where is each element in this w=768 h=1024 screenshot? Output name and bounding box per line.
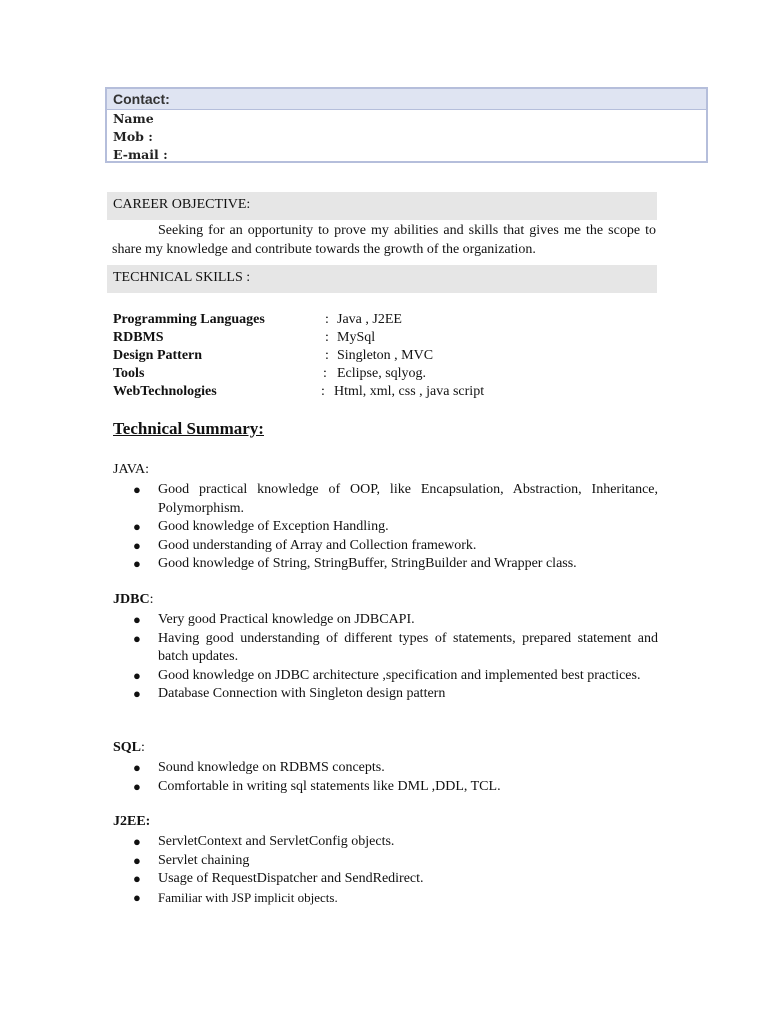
list-item-text: Good understanding of Array and Collection framework. — [158, 537, 477, 553]
bullet-icon: ● — [133, 778, 141, 794]
bullet-icon: ● — [133, 852, 141, 868]
j2ee-section — [113, 813, 658, 907]
career-objective-header: CAREER OBJECTIVE: — [107, 192, 657, 220]
skill-colon: : — [321, 384, 325, 399]
java-list — [113, 481, 658, 574]
jdbc-colon: : — [149, 592, 154, 607]
skill-row — [113, 383, 673, 401]
technical-summary-title: Technical Summary: — [113, 419, 264, 438]
bullet-icon: ● — [133, 871, 141, 886]
sql-colon: : — [141, 740, 145, 755]
bullet-icon: ● — [133, 760, 141, 775]
java-section — [113, 461, 658, 574]
java-label: JAVA — [113, 462, 146, 477]
bullet-icon: ● — [133, 834, 141, 849]
skill-row — [113, 365, 673, 383]
skill-name: Design Pattern — [113, 348, 203, 363]
career-objective-text — [112, 221, 656, 259]
jdbc-heading — [113, 591, 658, 609]
list-item-text: Good knowledge of String, StringBuffer, StringBuilder and Wrapper class. — [158, 556, 577, 571]
contact-mob-label: Mob : — [113, 129, 153, 144]
j2ee-heading: J2EE: — [113, 814, 151, 829]
sql-list — [113, 759, 658, 796]
list-item-text: ServletContext and ServletConfig objects. — [158, 834, 395, 849]
skill-row — [113, 311, 673, 329]
list-item — [113, 778, 658, 797]
list-item-text: Good knowledge of Exception Handling. — [158, 519, 389, 534]
jdbc-list — [113, 611, 658, 704]
j2ee-list — [113, 833, 658, 907]
skill-value: Html, xml, css , java script — [334, 384, 485, 399]
skill-row — [113, 329, 673, 347]
list-item — [113, 759, 658, 778]
list-item — [113, 518, 658, 537]
career-objective-body: Seeking for an opportunity to prove my abilities and skills that gives me the scope to share my knowledge and contribute towards the growth of the organization. — [112, 223, 656, 257]
list-item — [113, 852, 658, 871]
list-item — [113, 537, 658, 556]
bullet-icon: ● — [133, 519, 141, 534]
list-item — [113, 833, 658, 852]
contact-header: Contact: — [107, 89, 706, 110]
list-item-text: Good practical knowledge of OOP, like Encapsulation, Abstraction, Inheritance, Polymorphism. — [158, 482, 658, 516]
skill-value: Singleton , MVC — [337, 348, 434, 363]
skill-name: Tools — [113, 366, 145, 381]
bullet-icon: ● — [133, 667, 141, 683]
skill-value: Eclipse, sqlyog. — [337, 366, 427, 381]
skill-colon: : — [325, 312, 329, 327]
jdbc-section — [113, 591, 658, 704]
list-item — [113, 611, 658, 630]
list-item-text: Familiar with JSP implicit objects. — [158, 889, 338, 905]
skill-value: Java , J2EE — [337, 312, 402, 327]
list-item — [113, 630, 658, 667]
bullet-icon: ● — [133, 686, 141, 701]
list-item — [113, 685, 658, 704]
skill-colon: : — [325, 330, 329, 345]
list-item — [113, 481, 658, 518]
skill-value: MySql — [337, 330, 376, 345]
java-heading — [113, 461, 658, 479]
skill-colon: : — [323, 366, 327, 381]
list-item — [113, 667, 658, 686]
list-item-text: Database Connection with Singleton design pattern — [158, 686, 446, 701]
bullet-icon: ● — [133, 556, 141, 571]
bullet-icon: ● — [133, 482, 141, 497]
list-item — [113, 889, 658, 908]
skill-colon: : — [325, 348, 329, 363]
sql-heading — [113, 739, 658, 757]
list-item — [113, 870, 658, 889]
list-item-text: Sound knowledge on RDBMS concepts. — [158, 760, 385, 775]
list-item-text: Comfortable in writing sql statements like DML ,DDL, TCL. — [158, 778, 501, 794]
java-colon: : — [145, 462, 150, 477]
sql-section — [113, 739, 658, 796]
skill-name: RDBMS — [113, 330, 164, 345]
list-item-text: Having good understanding of different types of statements, prepared statement and batch updates. — [158, 630, 658, 664]
contact-email-label: E-mail : — [113, 147, 168, 162]
contact-name-label: Name — [113, 111, 154, 126]
bullet-icon: ● — [133, 630, 141, 646]
list-item-text: Servlet chaining — [158, 852, 250, 868]
bullet-icon: ● — [133, 612, 141, 627]
list-item — [113, 555, 658, 574]
jdbc-label: JDBC — [113, 592, 150, 607]
technical-skills-header: TECHNICAL SKILLS : — [107, 265, 657, 293]
skill-name: Programming Languages — [113, 312, 265, 327]
skills-table — [113, 311, 673, 401]
sql-label: SQL — [113, 740, 142, 755]
skill-name: WebTechnologies — [113, 384, 217, 399]
list-item-text: Good knowledge on JDBC architecture ,specification and implemented best practices. — [158, 667, 641, 683]
skill-row — [113, 347, 673, 365]
bullet-icon: ● — [133, 889, 141, 905]
list-item-text: Very good Practical knowledge on JDBCAPI. — [158, 612, 415, 627]
list-item-text: Usage of RequestDispatcher and SendRedirect. — [158, 871, 424, 886]
bullet-icon: ● — [133, 537, 141, 553]
contact-box — [105, 87, 708, 163]
